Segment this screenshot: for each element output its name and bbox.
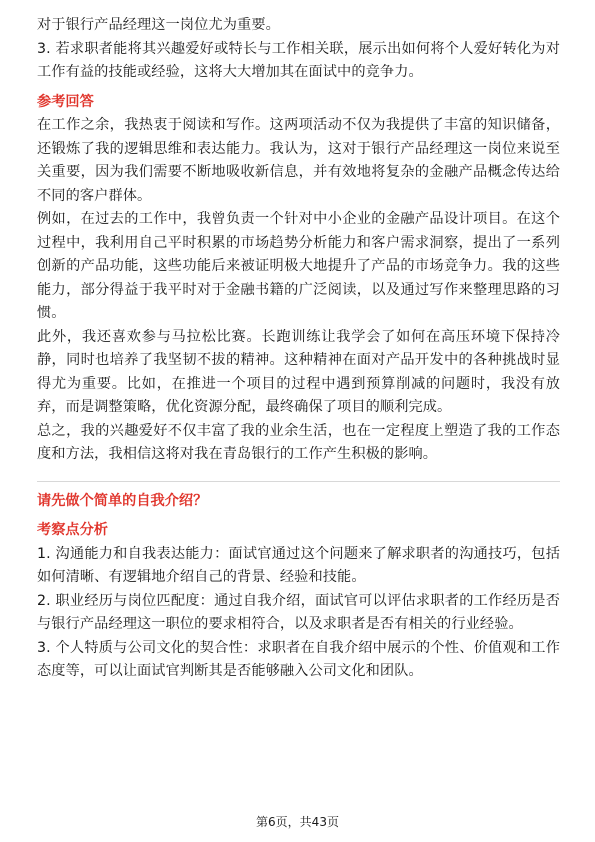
answer-paragraph-4: 总之，我的兴趣爱好不仅丰富了我的业余生活，也在一定程度上塑造了我的工作态度和方法，我相信这将对我在青岛银行的工作产生积极的影响。 [37, 422, 560, 462]
answer-paragraph-1: 在工作之余，我热衷于阅读和写作。这两项活动不仅为我提供了丰富的知识储备，还锻炼了我的逻辑思维和表达能力。我认为，这对于银行产品经理这一岗位来说至关重要，因为我们需要不断地吸收新信息，并有效地将复杂的金融产品概念传达给不同的客户群体。 [37, 117, 560, 204]
document-page [37, 14, 560, 684]
page-footer: 第6页，共43页 [256, 815, 339, 829]
analysis-point-1: 1. 沟通能力和自我表达能力：面试官通过这个问题来了解求职者的沟通技巧，包括如何清晰、有逻辑地介绍自己的背景、经验和技能。 [37, 545, 560, 585]
question-heading: 请先做个简单的自我介绍？ [37, 492, 208, 509]
intro-tail-text: 对于银行产品经理这一岗位尤为重要。 [37, 17, 280, 33]
analysis-point-3: 3. 若求职者能将其兴趣爱好或特长与工作相关联，展示出如何将个人爱好转化为对工作有益的技能或经验，这将大大增加其在面试中的竞争力。 [37, 40, 560, 80]
section-divider [37, 481, 560, 482]
analysis-point-2: 2. 职业经历与岗位匹配度：通过自我介绍，面试官可以评估求职者的工作经历是否与银行产品经理这一职位的要求相符合，以及求职者是否有相关的行业经验。 [37, 592, 560, 632]
answer-paragraph-3: 此外，我还喜欢参与马拉松比赛。长跑训练让我学会了如何在高压环境下保持冷静，同时也培养了我坚韧不拔的精神。这种精神在面对产品开发中的各种挑战时显得尤为重要。比如，在推进一个项目的过程中遇到预算削减的问题时，我没有放弃，而是调整策略，优化资源分配，最终确保了项目的顺利完成。 [37, 328, 560, 415]
answer-heading: 参考回答 [37, 93, 94, 110]
answer-paragraph-2: 例如，在过去的工作中，我曾负责一个针对中小企业的金融产品设计项目。在这个过程中，我利用自己平时积累的市场趋势分析能力和客户需求洞察，提出了一系列创新的产品功能，这些功能后来被证明极大地提升了产品的市场竞争力。我的这些能力，部分得益于我平时对于金融书籍的广泛阅读，以及通过写作来整理思路的习惯。 [37, 211, 560, 321]
analysis-point-3b: 3. 个人特质与公司文化的契合性：求职者在自我介绍中展示的个性、价值观和工作态度等，可以让面试官判断其是否能够融入公司文化和团队。 [37, 639, 560, 679]
analysis-heading: 考察点分析 [37, 522, 108, 538]
